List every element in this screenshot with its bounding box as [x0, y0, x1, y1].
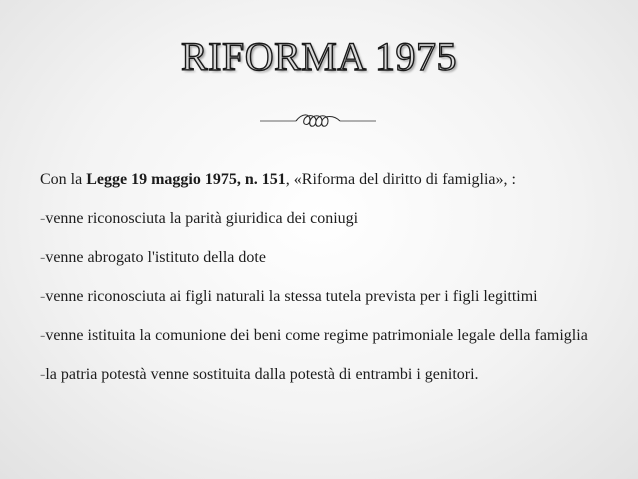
slide-body: [40, 170, 589, 384]
bullet-text: venne istituita la comunione dei beni come regime patrimoniale legale della famiglia: [45, 327, 588, 344]
bullet-text: la patria potestà venne sostituita dalla potestà di entrambi i genitori.: [45, 366, 479, 383]
bullet-item: [40, 287, 589, 306]
intro-suffix: , «Riforma del diritto di famiglia», :: [285, 171, 516, 188]
bullet-marker: -: [40, 288, 46, 305]
bullet-marker: -: [40, 249, 46, 266]
flourish-divider-icon: [258, 108, 378, 134]
intro-prefix: Con la: [40, 171, 87, 188]
bullet-marker: -: [40, 210, 46, 227]
bullet-text: venne riconosciuta la parità giuridica dei coniugi: [45, 210, 359, 227]
slide-title: RIFORMA 1975: [180, 34, 458, 79]
law-reference: Legge 19 maggio 1975, n. 151: [86, 171, 286, 188]
bullet-text: venne abrogato l'istituto della dote: [45, 249, 266, 266]
bullet-marker: -: [40, 366, 46, 383]
bullet-item: [40, 326, 589, 345]
intro-paragraph: [40, 170, 589, 189]
bullet-item: [40, 209, 589, 228]
bullet-marker: -: [40, 327, 46, 344]
bullet-item: [40, 365, 589, 384]
bullet-text: venne riconosciuta ai figli naturali la stessa tutela prevista per i figli legittimi: [45, 288, 538, 305]
bullet-item: [40, 248, 589, 267]
